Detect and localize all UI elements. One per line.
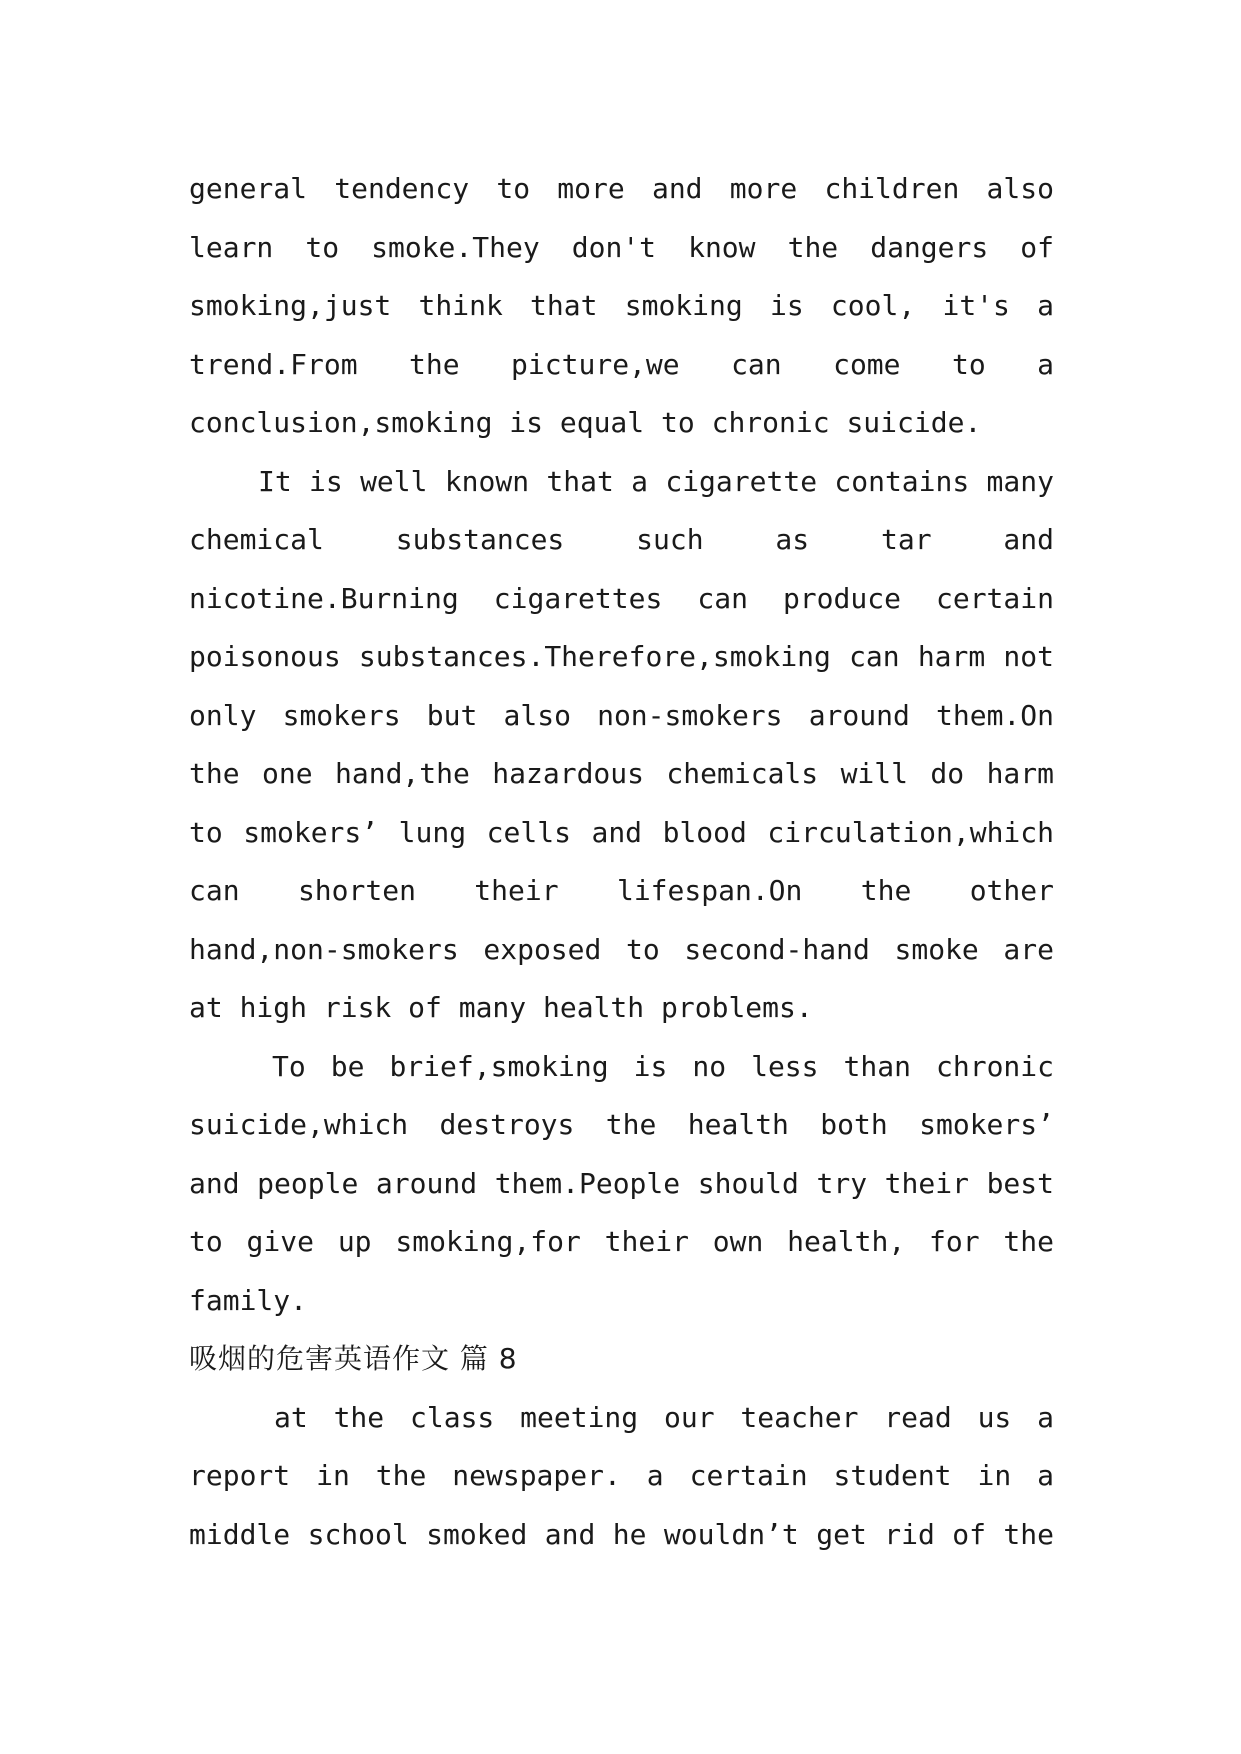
text-line: to smokers’ lung cells and blood circulation,which bbox=[189, 815, 1054, 849]
text-line: general tendency to more and more children also bbox=[189, 172, 1054, 205]
text-line: to give up smoking,for their own health, for the bbox=[189, 1225, 1054, 1258]
paragraph-start-line: To be brief,smoking is no less than chronic bbox=[272, 1049, 1054, 1083]
section-heading: 吸烟的危害英语作文 篇 8 bbox=[189, 1342, 518, 1375]
text-line: suicide,which destroys the health both smokers’ bbox=[189, 1108, 1054, 1141]
text-line: family. bbox=[189, 1283, 308, 1317]
text-line: chemical substances such as tar and bbox=[189, 523, 1054, 556]
essay-text bbox=[189, 160, 1054, 1564]
text-line: only smokers but also non-smokers around them.On bbox=[189, 698, 1054, 732]
text-line: the one hand,the hazardous chemicals will do harm bbox=[189, 757, 1054, 790]
text-line: middle school smoked and he wouldn’t get rid of the bbox=[189, 1517, 1054, 1551]
text-line: and people around them.People should try their best bbox=[189, 1166, 1054, 1200]
text-line: smoking,just think that smoking is cool, it's a bbox=[189, 289, 1054, 322]
text-line: conclusion,smoking is equal to chronic suicide. bbox=[189, 406, 982, 439]
text-line: at high risk of many health problems. bbox=[189, 991, 813, 1024]
text-line: poisonous substances.Therefore,smoking can harm not bbox=[189, 640, 1054, 673]
paragraph-start-line: It is well known that a cigarette contains many bbox=[258, 464, 1054, 498]
text-line: report in the newspaper. a certain student in a bbox=[189, 1459, 1054, 1492]
text-line: learn to smoke.They don't know the dangers of bbox=[189, 230, 1054, 264]
text-line: can shorten their lifespan.On the other bbox=[189, 874, 1054, 907]
text-line: hand,non-smokers exposed to second-hand smoke are bbox=[189, 932, 1054, 966]
paragraph-start-line: at the class meeting our teacher read us a bbox=[274, 1400, 1054, 1434]
text-line: trend.From the picture,we can come to a bbox=[189, 347, 1054, 381]
text-line: nicotine.Burning cigarettes can produce certain bbox=[189, 581, 1054, 615]
